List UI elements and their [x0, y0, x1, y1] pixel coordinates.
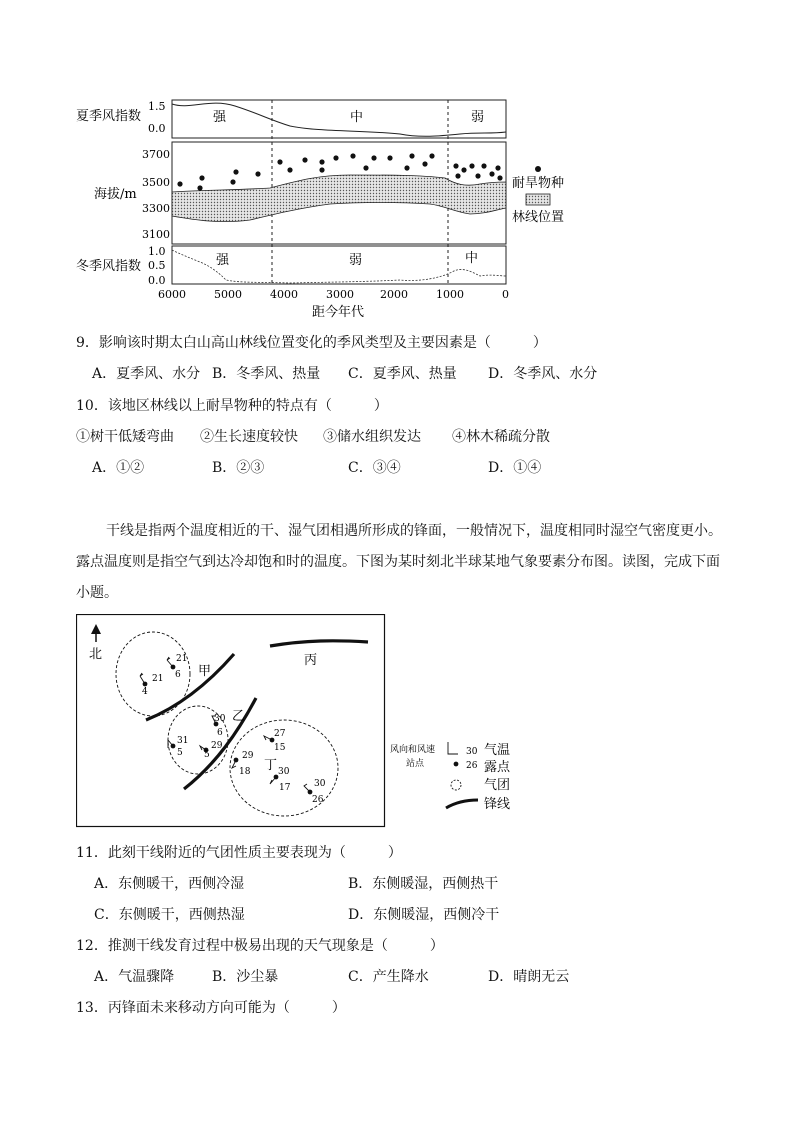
x-tick: 6000 [158, 288, 186, 301]
weather-map [76, 614, 536, 830]
winter-tick: 0.5 [148, 259, 166, 272]
q11-option-d[interactable]: D．东侧暖湿，西侧冷干 [348, 907, 500, 923]
station [232, 751, 254, 777]
svg-text:31: 31 [177, 736, 189, 746]
q10-option-a[interactable]: A．①② [92, 460, 145, 476]
q10-option-d[interactable]: D．①④ [488, 460, 542, 476]
winter-tick: 1.0 [148, 245, 166, 258]
elevation-tick: 3700 [142, 148, 170, 161]
q11-option-a[interactable]: A．东侧暖干，西侧冷湿 [94, 876, 245, 892]
svg-text:4: 4 [142, 687, 148, 697]
question-12: 12．推测干线发育过程中极易出现的天气现象是（ ） [76, 938, 444, 954]
svg-text:15: 15 [274, 743, 286, 753]
svg-text:30: 30 [214, 714, 226, 724]
passage-line-1: 干线是指两个温度相近的干、湿气团相遇所形成的锋面，一般情况下，温度相同时湿空气密度更小。 [106, 523, 722, 539]
x-tick: 1000 [436, 288, 464, 301]
station [200, 741, 223, 760]
x-tick: 0 [502, 288, 509, 301]
elevation-tick: 3500 [142, 176, 170, 189]
summer-zone-label: 弱 [471, 110, 485, 125]
svg-text:27: 27 [274, 729, 286, 739]
summer-tick: 0.0 [148, 122, 166, 135]
winter-zone-label: 中 [465, 251, 479, 266]
q10-option-c[interactable]: C．③④ [348, 460, 401, 476]
q9-option-d[interactable]: D．冬季风、水分 [488, 366, 598, 382]
station [140, 673, 163, 697]
legend-temp: 气温 [484, 743, 511, 758]
north-label: 北 [89, 647, 103, 662]
label-yi: 乙 [232, 709, 246, 724]
x-tick: 5000 [214, 288, 242, 301]
svg-text:6: 6 [217, 728, 223, 738]
station [212, 714, 226, 738]
svg-text:29: 29 [242, 751, 254, 761]
legend-species: 耐旱物种 [512, 176, 565, 191]
legend-sample-dew: 26 [466, 761, 478, 771]
legend-sample-temp: 30 [466, 747, 478, 757]
q11-option-b[interactable]: B．东侧暖湿，西侧热干 [348, 876, 499, 892]
q12-option-c[interactable]: C．产生降水 [348, 969, 429, 985]
station [167, 654, 187, 680]
legend-airmass: 气团 [484, 778, 511, 793]
station [304, 779, 326, 805]
winter-zone-label: 弱 [349, 253, 363, 268]
svg-text:5: 5 [177, 748, 183, 758]
north-arrow-icon [91, 624, 101, 642]
winter-zone-label: 强 [216, 253, 230, 268]
question-11: 11．此刻干线附近的气团性质主要表现为（ ） [76, 845, 402, 861]
elevation-tick: 3100 [142, 228, 170, 241]
x-tick: 3000 [326, 288, 354, 301]
q10-statement: ②生长速度较快 [200, 429, 298, 445]
svg-text:21: 21 [176, 654, 188, 664]
label-ding: 丁 [264, 758, 278, 773]
winter-axis-label: 冬季风指数 [76, 259, 142, 274]
station [264, 729, 286, 753]
svg-text:30: 30 [278, 767, 290, 777]
legend-station-label: 风向和风速 [390, 745, 436, 755]
svg-text:5: 5 [204, 750, 210, 760]
q9-option-c[interactable]: C．夏季风、热量 [348, 366, 457, 382]
svg-text:21: 21 [152, 674, 164, 684]
elevation-axis-label: 海拔/m [94, 187, 137, 202]
question-13: 13．丙锋面未来移动方向可能为（ ） [76, 1000, 346, 1016]
legend-dew: 露点 [484, 760, 511, 775]
passage-line-2: 露点温度则是指空气到达冷却饱和时的温度。下图为某时刻北半球某地气象要素分布图。读图，完成下面 [76, 554, 720, 570]
elevation-tick: 3300 [142, 202, 170, 215]
x-axis-title: 距今年代 [312, 305, 365, 320]
q10-statement: ④林木稀疏分散 [452, 429, 550, 445]
q10-statement: ③储水组织发达 [323, 429, 421, 445]
q9-option-b[interactable]: B．冬季风、热量 [212, 366, 321, 382]
q11-option-c[interactable]: C．东侧暖干，西侧热湿 [94, 907, 245, 923]
passage-line-3: 小题。 [76, 585, 118, 601]
q9-option-a[interactable]: A．夏季风、水分 [92, 366, 201, 382]
q12-option-d[interactable]: D．晴朗无云 [488, 969, 570, 985]
q12-option-a[interactable]: A．气温骤降 [94, 969, 175, 985]
label-bing: 丙 [304, 653, 318, 668]
q10-option-b[interactable]: B．②③ [212, 460, 265, 476]
treeline-band [172, 175, 506, 222]
summer-zone-label: 中 [350, 110, 364, 125]
legend-treeline: 林线位置 [512, 210, 565, 225]
svg-text:26: 26 [312, 795, 324, 805]
x-tick: 2000 [380, 288, 408, 301]
legend-front: 锋线 [484, 797, 511, 812]
winter-tick: 0.0 [148, 274, 166, 287]
legend-station-label: 站点 [406, 759, 425, 769]
q12-option-b[interactable]: B．沙尘暴 [212, 969, 279, 985]
label-jia: 甲 [198, 664, 212, 679]
svg-text:29: 29 [211, 741, 223, 751]
x-tick: 4000 [270, 288, 298, 301]
svg-text:30: 30 [314, 779, 326, 789]
q10-statement: ①树干低矮弯曲 [76, 429, 174, 445]
question-9: 9．影响该时期太白山高山林线位置变化的季风类型及主要因素是（ ） [76, 335, 547, 351]
front-line-bing [270, 641, 368, 646]
monsoon-treeline-chart [60, 90, 580, 330]
front-line-jia [146, 654, 234, 720]
svg-text:17: 17 [279, 783, 291, 793]
summer-axis-label: 夏季风指数 [76, 109, 142, 124]
svg-text:6: 6 [175, 670, 181, 680]
svg-text:18: 18 [239, 767, 251, 777]
summer-tick: 1.5 [148, 100, 166, 113]
question-10: 10．该地区林线以上耐旱物种的特点有（ ） [76, 398, 388, 414]
summer-zone-label: 强 [213, 110, 227, 125]
